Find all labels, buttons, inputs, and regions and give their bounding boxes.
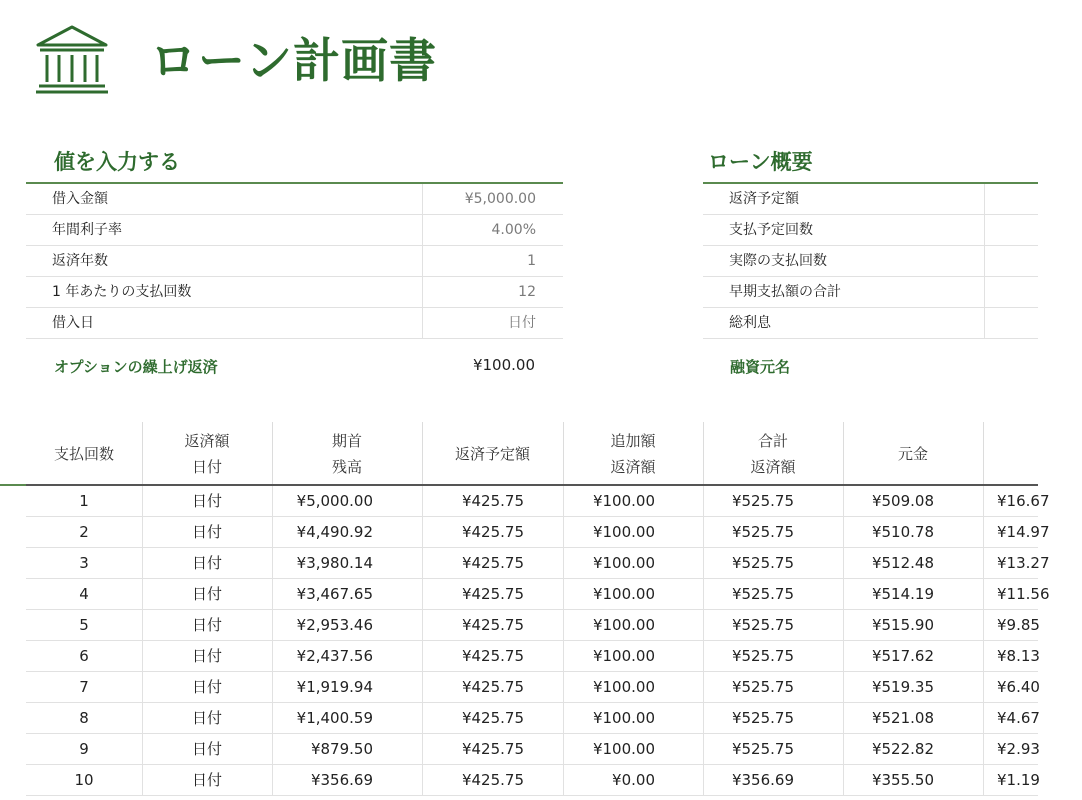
column-divider <box>843 703 844 734</box>
table-row <box>26 610 1038 641</box>
table-cell[interactable]: 3 <box>79 554 89 572</box>
table-cell[interactable]: ¥0.00 <box>612 771 655 789</box>
input-value-field[interactable]: ¥5,000.00 <box>464 191 536 207</box>
table-cell[interactable]: 日付 <box>191 709 222 727</box>
table-cell[interactable]: ¥425.75 <box>461 647 524 665</box>
column-divider <box>563 765 564 796</box>
input-value-field[interactable]: 1 <box>527 253 536 269</box>
column-header-divider <box>703 422 704 485</box>
table-cell[interactable]: ¥425.75 <box>461 678 524 696</box>
column-divider <box>703 486 704 517</box>
column-divider <box>272 579 273 610</box>
table-cell[interactable]: ¥525.75 <box>731 740 794 758</box>
column-divider <box>272 548 273 579</box>
column-divider <box>563 579 564 610</box>
table-cell[interactable]: ¥1.19 <box>997 771 1040 789</box>
table-cell[interactable]: ¥425.75 <box>461 492 524 510</box>
column-header[interactable] <box>272 422 422 485</box>
column-header[interactable] <box>703 422 843 485</box>
column-divider <box>983 734 984 765</box>
table-cell[interactable]: ¥425.75 <box>461 740 524 758</box>
table-cell[interactable]: 日付 <box>191 647 222 665</box>
column-divider <box>272 765 273 796</box>
column-divider <box>843 486 844 517</box>
column-divider <box>142 672 143 703</box>
table-row <box>26 548 1050 579</box>
column-divider <box>703 548 704 579</box>
column-divider <box>983 641 984 672</box>
table-cell[interactable]: ¥521.08 <box>871 709 934 727</box>
table-cell[interactable]: ¥525.75 <box>731 523 794 541</box>
column-divider <box>563 672 564 703</box>
input-label: 年間利子率 <box>52 222 122 238</box>
column-divider <box>142 734 143 765</box>
input-value-field[interactable]: 日付 <box>508 315 536 331</box>
column-divider <box>983 579 984 610</box>
column-header-divider <box>272 422 273 485</box>
table-cell[interactable]: ¥525.75 <box>731 678 794 696</box>
table-cell[interactable]: ¥525.75 <box>731 554 794 572</box>
table-cell[interactable]: 日付 <box>191 616 222 634</box>
table-cell[interactable]: 1 <box>79 492 89 510</box>
input-row <box>26 246 563 277</box>
input-label: 返済年数 <box>52 253 108 269</box>
column-divider <box>843 641 844 672</box>
table-cell[interactable]: 日付 <box>191 585 222 603</box>
input-label: 借入金額 <box>52 191 108 207</box>
input-value-field[interactable]: 4.00% <box>491 222 536 238</box>
column-divider <box>142 548 143 579</box>
column-divider <box>983 765 984 796</box>
table-cell[interactable]: ¥510.78 <box>871 523 934 541</box>
column-divider <box>843 672 844 703</box>
table-cell[interactable]: ¥2.93 <box>997 740 1040 758</box>
table-cell[interactable]: 6 <box>79 647 89 665</box>
table-row <box>26 703 1038 734</box>
input-row-divider <box>422 215 423 246</box>
bank-icon <box>34 24 110 96</box>
column-header-line1: 期首 <box>331 431 362 450</box>
table-cell[interactable]: ¥14.97 <box>997 523 1050 541</box>
table-row <box>26 765 1038 796</box>
table-cell[interactable]: ¥1,400.59 <box>296 709 373 727</box>
row-divider <box>26 795 1038 796</box>
page-title: ローン計画書 <box>150 34 438 89</box>
table-cell[interactable]: 5 <box>79 616 89 634</box>
column-header[interactable] <box>26 422 142 485</box>
input-row-divider <box>422 277 423 308</box>
table-cell[interactable]: ¥9.85 <box>997 616 1040 634</box>
column-divider <box>142 517 143 548</box>
column-divider <box>983 672 984 703</box>
table-cell[interactable]: ¥355.50 <box>871 771 934 789</box>
column-divider <box>272 610 273 641</box>
table-cell[interactable]: ¥13.27 <box>997 554 1050 572</box>
table-cell[interactable]: 2 <box>79 523 89 541</box>
table-cell[interactable]: ¥2,953.46 <box>296 616 373 634</box>
table-cell[interactable]: ¥512.48 <box>871 554 934 572</box>
table-cell[interactable]: 日付 <box>191 492 222 510</box>
column-header-divider <box>422 422 423 485</box>
column-divider <box>142 610 143 641</box>
column-divider <box>563 641 564 672</box>
column-divider <box>983 548 984 579</box>
column-divider <box>843 517 844 548</box>
column-divider <box>272 672 273 703</box>
table-cell[interactable]: ¥425.75 <box>461 771 524 789</box>
column-header-line2: 返済額 <box>750 457 796 476</box>
column-header-line1: 合計 <box>757 431 788 450</box>
table-cell[interactable]: 8 <box>79 709 89 727</box>
column-header-line1: 支払回数 <box>53 444 114 463</box>
column-header-divider <box>983 422 984 485</box>
summary-row-divider <box>984 246 985 277</box>
table-cell[interactable]: ¥100.00 <box>592 523 655 541</box>
input-row <box>26 308 563 339</box>
column-header-line2: 日付 <box>191 457 222 476</box>
column-divider <box>983 703 984 734</box>
column-divider <box>422 765 423 796</box>
table-cell[interactable]: ¥879.50 <box>310 740 373 758</box>
column-divider <box>983 610 984 641</box>
table-cell[interactable]: ¥100.00 <box>592 678 655 696</box>
summary-row-divider <box>984 215 985 246</box>
column-divider <box>983 486 984 517</box>
table-cell[interactable]: ¥515.90 <box>871 616 934 634</box>
table-row <box>26 579 1050 610</box>
column-divider <box>422 703 423 734</box>
column-header[interactable] <box>563 422 703 485</box>
table-cell[interactable]: ¥100.00 <box>592 709 655 727</box>
table-cell[interactable]: ¥3,980.14 <box>296 554 373 572</box>
summary-row <box>703 246 1038 277</box>
column-divider <box>142 703 143 734</box>
column-divider <box>843 734 844 765</box>
summary-row <box>703 215 1038 246</box>
table-cell[interactable]: ¥425.75 <box>461 554 524 572</box>
column-divider <box>142 486 143 517</box>
column-header[interactable] <box>983 422 1043 485</box>
column-divider <box>843 548 844 579</box>
summary-row-divider <box>984 308 985 339</box>
table-row <box>26 672 1038 703</box>
table-cell[interactable]: 日付 <box>191 554 222 572</box>
table-cell[interactable]: 日付 <box>191 523 222 541</box>
column-divider <box>563 486 564 517</box>
column-divider <box>272 486 273 517</box>
column-header-divider <box>142 422 143 485</box>
column-divider <box>563 548 564 579</box>
summary-row-divider <box>984 184 985 215</box>
input-row-divider <box>422 308 423 339</box>
table-cell[interactable]: 日付 <box>191 771 222 789</box>
column-divider <box>272 703 273 734</box>
table-cell[interactable]: ¥4.67 <box>997 709 1040 727</box>
column-divider <box>843 579 844 610</box>
input-row <box>26 184 563 215</box>
table-cell[interactable]: ¥525.75 <box>731 585 794 603</box>
column-divider <box>843 765 844 796</box>
schedule-header <box>0 422 1038 485</box>
summary-row-divider <box>984 277 985 308</box>
column-divider <box>563 517 564 548</box>
table-cell[interactable]: ¥3,467.65 <box>296 585 373 603</box>
table-cell[interactable]: ¥356.69 <box>310 771 373 789</box>
column-divider <box>422 486 423 517</box>
column-header-line1: 追加額 <box>610 431 656 450</box>
table-cell[interactable]: ¥5,000.00 <box>296 492 373 510</box>
lender-name-label: 融資元名 <box>730 358 791 376</box>
input-row-divider <box>422 184 423 215</box>
column-header[interactable] <box>142 422 272 485</box>
column-header-line2: 返済額 <box>610 457 656 476</box>
column-divider <box>703 579 704 610</box>
column-divider <box>703 765 704 796</box>
column-divider <box>142 579 143 610</box>
column-header[interactable] <box>422 422 563 485</box>
summary-label: 総利息 <box>729 315 771 331</box>
table-cell[interactable]: ¥517.62 <box>871 647 934 665</box>
column-divider <box>422 517 423 548</box>
column-divider <box>703 641 704 672</box>
column-divider <box>703 517 704 548</box>
column-divider <box>272 517 273 548</box>
column-header-line2: 残高 <box>331 457 362 476</box>
table-cell[interactable]: 日付 <box>191 678 222 696</box>
column-divider <box>422 734 423 765</box>
summary-label: 早期支払額の合計 <box>729 284 841 300</box>
column-divider <box>703 734 704 765</box>
column-divider <box>563 703 564 734</box>
table-cell[interactable]: ¥509.08 <box>871 492 934 510</box>
table-row <box>26 517 1050 548</box>
table-cell[interactable]: ¥8.13 <box>997 647 1040 665</box>
table-cell[interactable]: ¥16.67 <box>997 492 1050 510</box>
table-cell[interactable]: ¥100.00 <box>592 616 655 634</box>
table-cell[interactable]: ¥425.75 <box>461 709 524 727</box>
table-cell[interactable]: ¥525.75 <box>731 709 794 727</box>
schedule-header-accent <box>0 484 26 486</box>
input-row <box>26 277 563 308</box>
column-divider <box>563 734 564 765</box>
table-cell[interactable]: ¥356.69 <box>731 771 794 789</box>
column-divider <box>843 610 844 641</box>
table-cell[interactable]: ¥514.19 <box>871 585 934 603</box>
column-divider <box>422 548 423 579</box>
table-row <box>26 486 1050 517</box>
column-divider <box>142 765 143 796</box>
table-cell[interactable]: ¥11.56 <box>997 585 1050 603</box>
table-cell[interactable]: 日付 <box>191 740 222 758</box>
column-divider <box>142 641 143 672</box>
column-divider <box>703 672 704 703</box>
column-divider <box>983 517 984 548</box>
table-cell[interactable]: ¥425.75 <box>461 616 524 634</box>
column-header-line1: 返済額 <box>184 431 230 450</box>
input-label: 1 年あたりの支払回数 <box>52 284 192 300</box>
table-cell[interactable]: ¥519.35 <box>871 678 934 696</box>
column-header-line1: 元金 <box>897 444 928 463</box>
table-cell[interactable]: ¥1,919.94 <box>296 678 373 696</box>
column-divider <box>272 641 273 672</box>
table-cell[interactable]: ¥525.75 <box>731 492 794 510</box>
summary-row <box>703 277 1038 308</box>
table-cell[interactable]: ¥2,437.56 <box>296 647 373 665</box>
table-cell[interactable]: ¥425.75 <box>461 585 524 603</box>
table-cell[interactable]: ¥425.75 <box>461 523 524 541</box>
table-cell[interactable]: ¥100.00 <box>592 554 655 572</box>
table-cell[interactable]: ¥4,490.92 <box>296 523 373 541</box>
input-value-field[interactable]: 12 <box>518 284 536 300</box>
column-header-divider <box>843 422 844 485</box>
column-divider <box>703 610 704 641</box>
column-divider <box>703 703 704 734</box>
column-divider <box>422 610 423 641</box>
inputs-heading: 値を入力する <box>54 150 180 174</box>
column-header[interactable] <box>843 422 983 485</box>
summary-row <box>703 308 1038 339</box>
column-header-line1: 返済予定額 <box>454 444 530 463</box>
table-cell[interactable]: ¥525.75 <box>731 647 794 665</box>
table-cell[interactable]: ¥100.00 <box>592 740 655 758</box>
table-cell[interactable]: 4 <box>79 585 89 603</box>
table-cell[interactable]: ¥525.75 <box>731 616 794 634</box>
table-cell[interactable]: ¥100.00 <box>592 647 655 665</box>
table-cell[interactable]: 10 <box>74 771 94 789</box>
table-cell[interactable]: 7 <box>79 678 89 696</box>
table-cell[interactable]: 9 <box>79 740 89 758</box>
table-cell[interactable]: ¥100.00 <box>592 492 655 510</box>
summary-heading: ローン概要 <box>708 150 813 174</box>
column-divider <box>422 641 423 672</box>
table-cell[interactable]: ¥522.82 <box>871 740 934 758</box>
table-cell[interactable]: ¥100.00 <box>592 585 655 603</box>
summary-label: 実際の支払回数 <box>729 253 827 269</box>
input-row-divider <box>422 246 423 277</box>
input-label: 借入日 <box>52 315 94 331</box>
summary-label: 返済予定額 <box>729 191 799 207</box>
summary-row <box>703 184 1038 215</box>
column-header-divider <box>563 422 564 485</box>
column-divider <box>563 610 564 641</box>
summary-label: 支払予定回数 <box>729 222 813 238</box>
table-row <box>26 641 1038 672</box>
table-cell[interactable]: ¥6.40 <box>997 678 1040 696</box>
column-divider <box>422 672 423 703</box>
table-row <box>26 734 1038 765</box>
input-row <box>26 215 563 246</box>
option-prepayment-label: オプションの繰上げ返済 <box>54 358 218 376</box>
column-divider <box>272 734 273 765</box>
column-divider <box>422 579 423 610</box>
option-prepayment-value[interactable]: ¥100.00 <box>472 356 535 374</box>
